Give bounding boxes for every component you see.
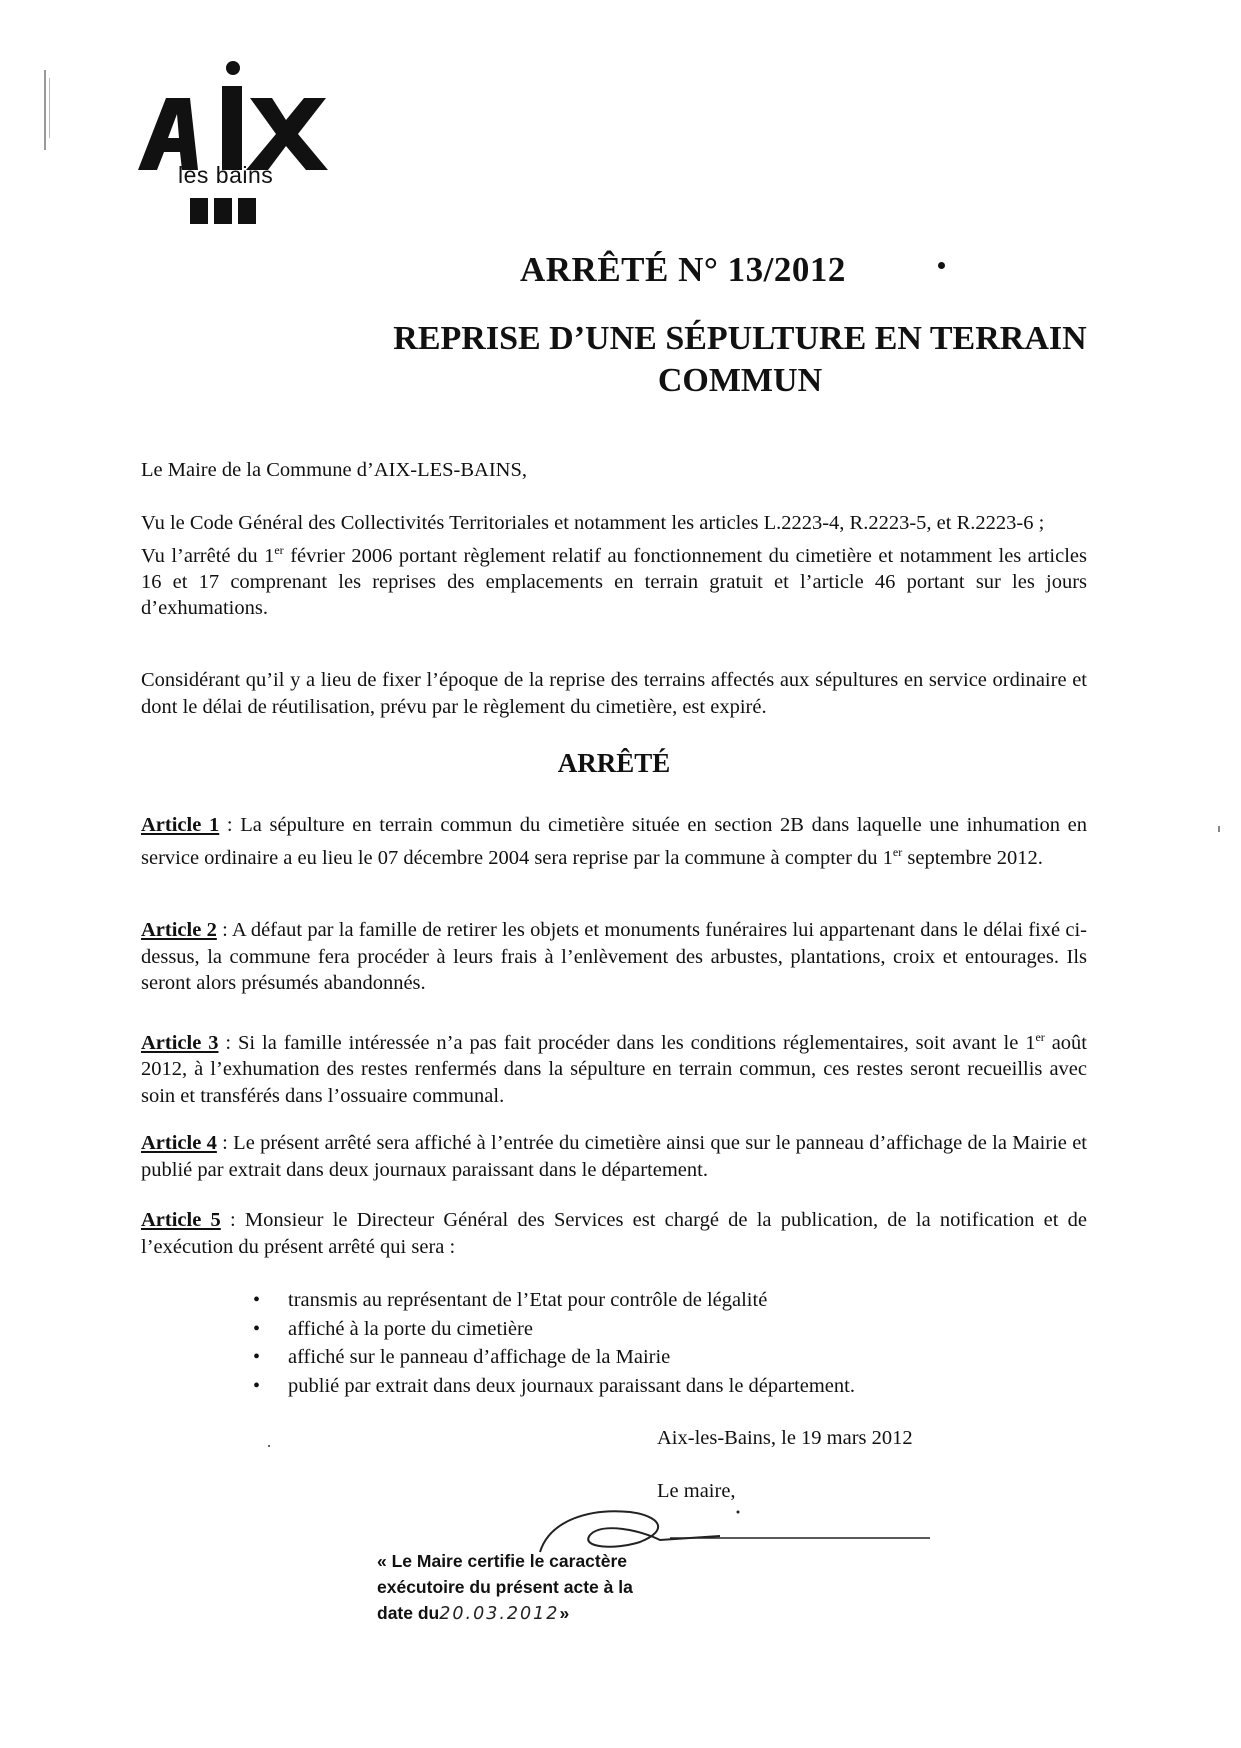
- place-date: Aix-les-Bains, le 19 mars 2012: [657, 1427, 913, 1449]
- page-title: ARRÊTÉ N° 13/2012: [520, 250, 846, 289]
- scan-speck: [268, 1445, 270, 1447]
- list-item: • publié par extrait dans deux journaux paraissant dans le département.: [253, 1372, 1073, 1401]
- list-item: • transmis au représentant de l’Etat pour contrôle de légalité: [253, 1286, 1073, 1315]
- list-item: • affiché sur le panneau d’affichage de la Mairie: [253, 1343, 1073, 1372]
- article-1: Article 1 : La sépulture en terrain commun du cimetière située en section 2B dans laquelle une inhumation en service ordinaire a eu lieu le 07 décembre 2004 sera reprise par la commune à compter du 1er septembre 2012.: [141, 814, 1087, 869]
- article-label: Article 2: [141, 919, 217, 941]
- list-item: • affiché à la porte du cimetière: [253, 1315, 1073, 1344]
- article-label: Article 5: [141, 1209, 221, 1231]
- logo-subtitle: les bains: [178, 162, 274, 188]
- decision-heading: ARRÊTÉ: [557, 748, 671, 778]
- city-logo: [138, 58, 338, 248]
- scan-mark: [44, 70, 46, 150]
- article-label: Article 4: [141, 1132, 217, 1154]
- handwritten-date: 20.03.2012: [439, 1604, 560, 1624]
- article-label: Article 1: [141, 814, 220, 836]
- scan-speck: [1218, 826, 1220, 832]
- vu-paragraph: [141, 510, 1087, 622]
- distribution-list: [253, 1286, 1073, 1400]
- vu-arrete: Vu l’arrêté du 1er février 2006 portant règlement relatif au fonctionnement du cimetière et notamment les articles 16 et 17 comprenant les reprises des emplacements en terrain gratuit et l’article 46 portant sur les jours d’exhumations.: [141, 542, 1087, 620]
- intro-paragraph: Le Maire de la Commune d’AIX-LES-BAINS,: [141, 459, 527, 481]
- subtitle-line: COMMUN: [657, 362, 823, 399]
- considerant-paragraph: Considérant qu’il y a lieu de fixer l’époque de la reprise des terrains affectés aux sépultures en service ordinaire et dont le délai de réutilisation, prévu par le règlement du cimetière, est expiré.: [141, 669, 1087, 718]
- title-dot: [938, 262, 945, 269]
- article-5: Article 5 : Monsieur le Directeur Général des Services est chargé de la publication, de la notification et de l’exécution du présent arrêté qui sera :: [141, 1209, 1087, 1258]
- stamp-line: date du20.03.2012»: [377, 1603, 570, 1624]
- logo-bar: [238, 198, 256, 224]
- logo-bar: [214, 198, 232, 224]
- stamp-line: « Le Maire certifie le caractère: [377, 1551, 628, 1571]
- article-2: Article 2 : A défaut par la famille de retirer les objets et monuments funéraires lui appartenant dans le délai fixé ci-dessus, la commune fera procéder à leurs frais à l’enlèvement des arbustes, plantations, croix et entourages. Ils seront alors présumés abandonnés.: [141, 919, 1087, 994]
- article-3: Article 3 : Si la famille intéressée n’a pas fait procéder dans les conditions réglementaires, soit avant le 1er août 2012, à l’exhumation des restes renfermés dans la sépulture en terrain commun, ces restes seront recueillis avec soin et transférés dans l’ossuaire communal.: [141, 1030, 1087, 1107]
- page-subtitle: [330, 318, 1150, 402]
- vu-code: Vu le Code Général des Collectivités Territoriales et notamment les articles L.2223-4, R.2223-5, et R.2223-6 ;: [141, 512, 1045, 534]
- article-label: Article 3: [141, 1031, 219, 1054]
- executory-stamp: [377, 1548, 633, 1627]
- logo-bar: [190, 198, 208, 224]
- signatory: Le maire,: [657, 1480, 736, 1502]
- scan-mark: [49, 78, 50, 138]
- subtitle-line: REPRISE D’UNE SÉPULTURE EN TERRAIN: [393, 320, 1087, 357]
- article-4: Article 4 : Le présent arrêté sera affiché à l’entrée du cimetière ainsi que sur le panneau d’affichage de la Mairie et publié par extrait dans deux journaux paraissant dans le département.: [141, 1132, 1087, 1181]
- stamp-line: exécutoire du présent acte à la: [377, 1577, 633, 1597]
